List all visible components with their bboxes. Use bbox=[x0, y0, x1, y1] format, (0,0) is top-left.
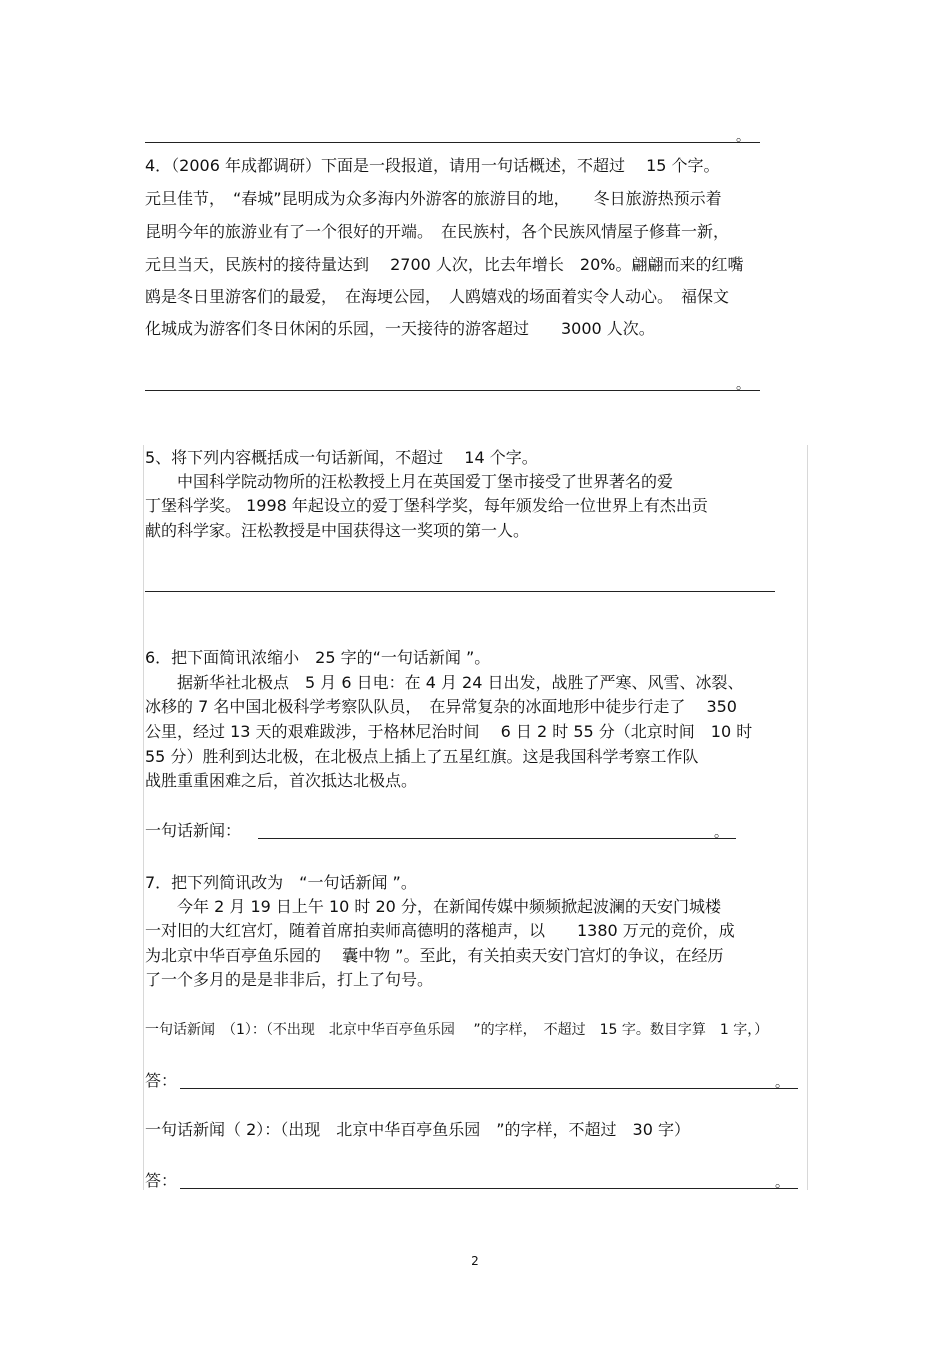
q6-line: 据新华社北极点 5 月 6 日电：在 4 月 24 日出发，战胜了严寒、风雪、冰裂、 bbox=[145, 673, 744, 692]
q5-line: 5、将下列内容概括成一句话新闻，不超过 14 个字。 bbox=[145, 448, 538, 467]
q7-answer-label-1: 答： bbox=[145, 1071, 178, 1090]
q7-subquestion-2: 一句话新闻（ 2）：（出现 北京中华百亭鱼乐园 ”的字样，不超过 30 字） bbox=[145, 1120, 691, 1139]
q6-line: 公里，经过 13 天的艰难跋涉，于格林尼治时间 6 日 2 时 55 分（北京时间 10 时 bbox=[145, 722, 753, 741]
answer-line-q3 bbox=[145, 142, 760, 143]
box-edge bbox=[143, 445, 144, 1190]
answer-line-q5 bbox=[145, 591, 775, 592]
period-mark: 。 bbox=[714, 825, 728, 841]
answer-line-q7-2 bbox=[180, 1188, 798, 1189]
q6-answer-label: 一句话新闻： bbox=[145, 821, 242, 840]
answer-line-q6 bbox=[258, 838, 736, 839]
answer-line-q4 bbox=[145, 390, 760, 391]
q7-line: 了一个多月的是是非非后，打上了句号。 bbox=[145, 970, 434, 989]
period-mark: 。 bbox=[775, 1075, 789, 1091]
q7-line: 7．把下列简讯改为 “一句话新闻 ”。 bbox=[145, 873, 417, 892]
box-edge bbox=[807, 445, 808, 1190]
q7-answer-label-2: 答： bbox=[145, 1171, 178, 1190]
q7-subquestion-1: 一句话新闻 （1）：（不出现 北京中华百亭鱼乐园 ”的字样， 不超过 15 字。数目字算 1 字，） bbox=[145, 1022, 769, 1038]
period-mark: 。 bbox=[736, 377, 750, 393]
q5-line: 献的科学家。汪松教授是中国获得这一奖项的第一人。 bbox=[145, 521, 530, 540]
q4-line: 元旦当天，民族村的接待量达到 2700 人次，比去年增长 20%。翩翩而来的红嘴 bbox=[145, 255, 744, 274]
q4-line: 昆明今年的旅游业有了一个很好的开端。 在民族村，各个民族风情屋子修葺一新， bbox=[145, 222, 730, 241]
q7-line: 一对旧的大红宫灯，随着首席拍卖师高德明的落槌声，以 1380 万元的竞价，成 bbox=[145, 921, 735, 940]
q6-line: 战胜重重困难之后，首次抵达北极点。 bbox=[145, 771, 418, 790]
q6-line: 55 分）胜利到达北极，在北极点上插上了五星红旗。这是我国科学考察工作队 bbox=[145, 747, 699, 766]
q6-line: 6．把下面简讯浓缩小 25 字的“一句话新闻 ”。 bbox=[145, 648, 491, 667]
q7-line: 为北京中华百亭鱼乐园的 囊中物 ”。至此，有关拍卖天安门宫灯的争议，在经历 bbox=[145, 946, 724, 965]
q7-line: 今年 2 月 19 日上午 10 时 20 分，在新闻传媒中频频掀起波澜的天安门城楼 bbox=[145, 897, 721, 916]
q4-line: 元旦佳节， “春城”昆明成为众多海内外游客的旅游目的地， 冬日旅游热预示着 bbox=[145, 189, 722, 208]
q4-line: 化城成为游客们冬日休闲的乐园，一天接待的游客超过 3000 人次。 bbox=[145, 319, 655, 338]
period-mark: 。 bbox=[775, 1175, 789, 1191]
q4-line: 鸥是冬日里游客们的最爱， 在海埂公园， 人鸥嬉戏的场面着实令人动心。 福保文 bbox=[145, 287, 730, 306]
period-mark: 。 bbox=[736, 129, 750, 145]
page-number: 2 bbox=[471, 1254, 479, 1268]
q5-line: 中国科学院动物所的汪松教授上月在英国爱丁堡市接受了世界著名的爱 bbox=[145, 472, 674, 491]
q6-line: 冰移的 7 名中国北极科学考察队队员， 在异常复杂的冰面地形中徒步行走了 350 bbox=[145, 697, 737, 716]
q4-line: 4．（2006 年成都调研）下面是一段报道，请用一句话概述，不超过 15 个字。 bbox=[145, 156, 720, 175]
answer-line-q7-1 bbox=[180, 1088, 798, 1089]
q5-line: 丁堡科学奖。 1998 年起设立的爱丁堡科学奖，每年颁发给一位世界上有杰出贡 bbox=[145, 496, 708, 515]
